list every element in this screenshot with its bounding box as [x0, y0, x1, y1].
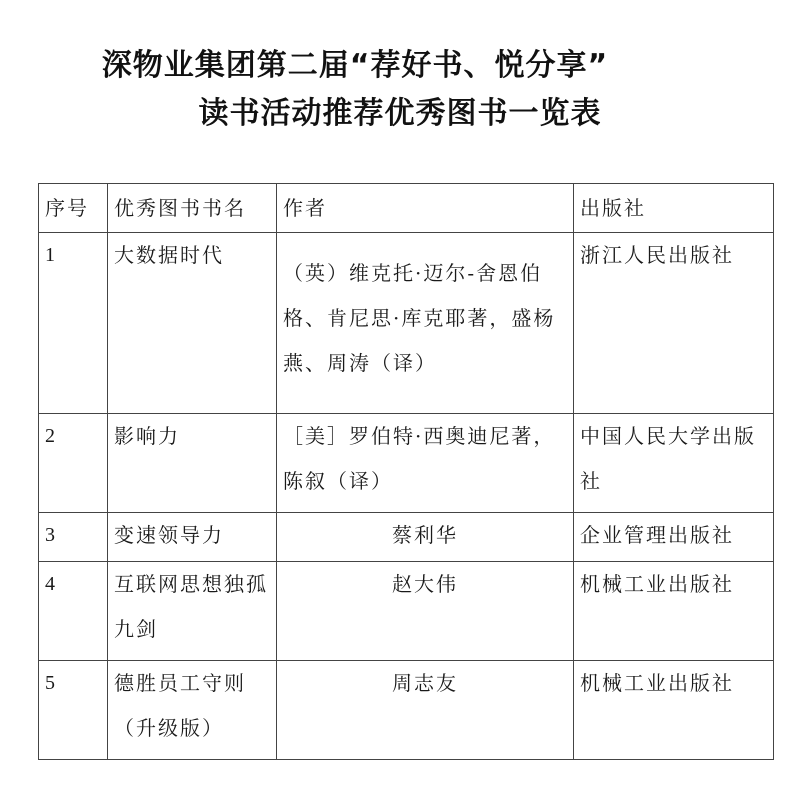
- table-row: [39, 414, 774, 513]
- page-title-line-1: 深物业集团第二届“荐好书、悦分享”: [101, 48, 609, 83]
- row-index: 2: [39, 414, 108, 513]
- table-header-row: [39, 184, 774, 233]
- row-publisher: 机械工业出版社: [574, 661, 774, 760]
- row-book-title: 大数据时代: [108, 233, 277, 414]
- header-index: 序号: [39, 184, 108, 233]
- row-author: 周志友: [277, 661, 574, 760]
- table-row: [39, 233, 774, 414]
- table-row: [39, 562, 774, 661]
- row-book-title: 变速领导力: [108, 513, 277, 562]
- row-index: 3: [39, 513, 108, 562]
- row-index: 1: [39, 233, 108, 414]
- row-author: 蔡利华: [277, 513, 574, 562]
- row-index: 4: [39, 562, 108, 661]
- header-author: 作者: [277, 184, 574, 233]
- row-index: 5: [39, 661, 108, 760]
- row-publisher: 企业管理出版社: [574, 513, 774, 562]
- row-book-title: 德胜员工守则（升级版）: [108, 661, 277, 760]
- row-author: 赵大伟: [277, 562, 574, 661]
- page-title-line-2: 读书活动推荐优秀图书一览表: [198, 96, 602, 131]
- row-author: ［美］罗伯特·西奥迪尼著，陈叙（译）: [277, 414, 574, 513]
- recommended-books-table: [38, 183, 774, 760]
- row-publisher: 机械工业出版社: [574, 562, 774, 661]
- table-row: [39, 661, 774, 760]
- row-book-title: 影响力: [108, 414, 277, 513]
- table-row: [39, 513, 774, 562]
- row-publisher: 中国人民大学出版社: [574, 414, 774, 513]
- header-book-title: 优秀图书书名: [108, 184, 277, 233]
- row-book-title: 互联网思想独孤九剑: [108, 562, 277, 661]
- header-publisher: 出版社: [574, 184, 774, 233]
- row-publisher: 浙江人民出版社: [574, 233, 774, 414]
- row-author: （英）维克托·迈尔-舍恩伯格、肯尼思·库克耶著，盛杨燕、周涛（译）: [277, 233, 574, 414]
